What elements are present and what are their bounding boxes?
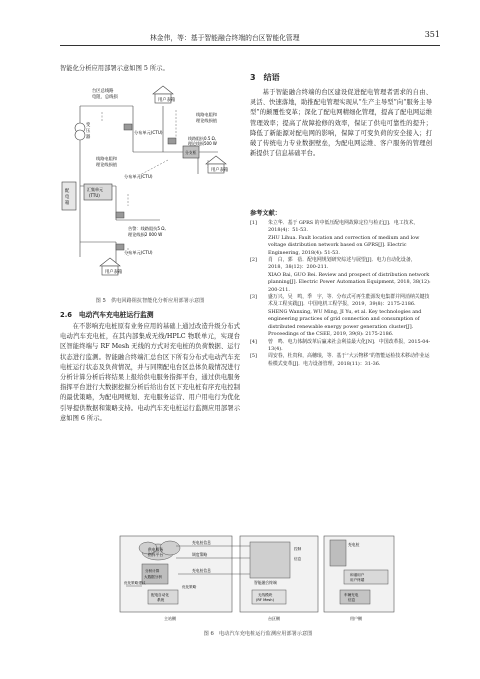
cabinet-label: 分支柜 xyxy=(185,150,197,155)
area-side-label: 台区侧 xyxy=(268,616,280,621)
alarm-note-2: 理论线损2 000 W xyxy=(128,232,163,237)
area-line-label-2: 电阻、总线损 xyxy=(92,95,118,100)
dispatch-strategy-label: 调度策略 xyxy=(192,552,208,557)
service-platform-2: 指挥平台 xyxy=(148,552,164,557)
reference-item: ZHU Lihua. Fault location and correction of medium and low voltage distribution network based on GPRS[J]. Electric Engineering, 2018(4): 51-53. xyxy=(268,234,420,256)
reference-list xyxy=(250,220,432,368)
figure-6-caption: 图 6 电动汽车充电桩运行监测应用部署示意图 xyxy=(203,631,313,637)
page-header xyxy=(60,26,440,46)
terminal-device xyxy=(250,542,290,578)
user-side-label: 用户侧 xyxy=(350,616,362,621)
control-label: 控制 xyxy=(294,547,302,551)
ctu-label-2: 分布单元(CTU) xyxy=(124,174,153,179)
transformer-char-1: 变 xyxy=(86,123,91,128)
dist-box-char-2: 电 xyxy=(65,195,70,200)
reference-item: [2] 肖 白，郭 蓓．配电网规划研究综述与展望[J]．电力自动化设备，2018，38(12)：200-211. xyxy=(250,257,416,271)
analysis-2: 大数据分析 xyxy=(144,575,162,579)
header-rule xyxy=(60,45,440,46)
terminal-label: 智能融合终端 xyxy=(254,580,277,585)
conclusion-paragraph: 基于智能融合终端的台区建设促进配电管理者需求的自由、灵活、快速落地，助推配电管理实现从“生产主导型”向“服务主导型”的颠覆性变革；深化了配电网精细化管理，提高了配电网运维管理效率；提高了故障抢修的效率，保证了供电可靠性的提升；降低了新能源对配电网的影响，保障了可变负荷的安全接入；打破了传统电力专业数据壁垒，为配电网运维、客户服务的管理创新提供了信息基础平台。 xyxy=(250,89,432,158)
area-line-label-1: 台区总线路 xyxy=(92,89,114,94)
intro-line: 智能化分析应用部署示意如图 5 所示。 xyxy=(60,65,169,72)
user-charge-1: 车辆充电 xyxy=(344,593,359,597)
branch-note-1: 线路阻抗0.5 Ω, xyxy=(188,136,216,141)
section-2-6-body xyxy=(60,322,240,424)
reference-item: XIAO Bai, GUO Bei. Review and prospect of distribution network planning[J]. Electric Power Automation Equipment, 2018, 38(12): 200-211. xyxy=(268,271,431,293)
transformer-char-3: 器 xyxy=(86,135,91,140)
figure-6-diagram xyxy=(118,530,398,624)
dist-box-char-3: 箱 xyxy=(65,201,70,206)
figure-5-caption: 图 5 供电回路阻抗智能化分析应用部署示意图 xyxy=(95,298,205,304)
charge-info-label: 充电桩信息 xyxy=(192,540,211,545)
ttu-label-1: 汇集单元 xyxy=(87,187,103,192)
charger-icon xyxy=(330,540,346,566)
conclusion-body xyxy=(250,88,432,159)
references-heading: 参考文献： xyxy=(250,210,281,217)
page-number: 351 xyxy=(424,30,440,39)
branch-note-2: 理论线损500 W xyxy=(188,141,217,146)
service-platform-1: 供电服务 xyxy=(148,547,164,552)
user-device-2: 用户终端 xyxy=(350,578,365,582)
section-3-heading: 3 结语 xyxy=(250,73,280,82)
section-2-6-paragraph: 在不影响充电桩原有业务应用的基础上通过改造升级分布式电动汽车充电桩，在其内部集成无线/HPLC 物联单元，实现台区智能终端与 RF Mesh 无线的方式对充电桩的负荷数据、运行状态进行监测。智能融合终端汇总台区下所有分布式电动汽车充电桩运行状态及负荷情况，并与同期配电台区总体负载情况进行分析计算分析后将结果上报给供电服务指挥平台，通过供电服务指挥平台进行大数据挖掘分析后给出台区下充电桩有序充电控制的最优策略，为配电网规划、充电服务运营、用户用电行为优化引导提供数据和策略支持。电动汽车充电桩运行监测应用部署示意如图 6 所示。 xyxy=(60,323,240,422)
ctu-label-3: 分布单元(CTU) xyxy=(124,250,153,255)
charge-info-label-2: 充电桩信息 xyxy=(192,568,211,573)
transformer-char-2: 压 xyxy=(86,129,91,134)
line-resist-2b: 理论线损值 xyxy=(96,162,117,167)
section-2-6-heading: 2.6 电动汽车充电桩运行监测 xyxy=(60,311,154,319)
wireless-1: 无线模块 xyxy=(258,593,273,597)
analysis-db xyxy=(142,564,168,584)
info-label: 信息 xyxy=(294,557,302,561)
alarm-note-1: 告警：线路阻抗5 Ω, xyxy=(128,226,166,231)
line-resist-1b: 理论线损值 xyxy=(196,118,217,123)
optimal-strategy-label: 优化策略 xyxy=(182,585,197,589)
reference-item: [4] 曾 鸣．电力体制改革后赢来社会利益最大化[N]．中国改革报，2015-04-13(4). xyxy=(250,338,431,352)
reference-item: SHENG Wanxing, WU Ming, JI Yu, et al. Key technologies and engineering practices of grid connection and consumption of distributed renewable energy power generation cluster[J]. Proceedings of the CSEE, 2019, 39(8): 2175-2186. xyxy=(268,308,422,338)
config-system-2: 系统 xyxy=(157,598,165,602)
reference-item: [5] 周安春，杜贵和，高穗琅，等．基于“大云物移”的智能运检技术移动作业运检模式变革[J]．电力设备管理，2018(11)：31-36. xyxy=(250,353,430,367)
ttu-label-2: (TTU) xyxy=(89,193,100,198)
user-device-1: 和谐用户 xyxy=(350,573,365,577)
user-meter-1-label: 用户表箱 xyxy=(158,98,176,103)
user-meter-3-label: 用户表箱 xyxy=(105,270,123,275)
ctu-label-1: 分布单元(CTU) xyxy=(134,130,163,135)
user-charge-2: 信息 xyxy=(348,598,356,602)
reference-item: [3] 盛万兴，吴 鸣，季 宇，等．分布式可再生能源发电集群并网消纳关键技术及工程实践[J]．中国电机工程学报，2019，39(8)：2175-2186. xyxy=(250,294,430,308)
charger-label: 充电桩 xyxy=(348,542,360,547)
config-system-1: 配电自动化 xyxy=(151,593,169,597)
user-meter-2-label: 用户表箱 xyxy=(211,168,229,173)
analysis-1: 分析计算 xyxy=(145,569,160,573)
left-intro xyxy=(60,64,240,74)
line-resist-2a: 线路电阻和 xyxy=(96,156,117,161)
wireless-2: (RF Mesh) xyxy=(256,598,274,602)
dist-box-char-1: 配 xyxy=(65,189,70,194)
reference-item: [1] 朱立华．基于 GPRS 的中低压配电网故障定位与检正[J]．电工技术，2018(4)：51-53. xyxy=(250,220,419,234)
line-resist-1a: 线路电阻和 xyxy=(196,112,217,117)
figure-5-diagram xyxy=(58,82,242,296)
strategy-report-label: 优化策略建议 xyxy=(124,581,146,585)
running-title: 林金伟，等：基于智能融合终端的台区智能化管理 xyxy=(150,34,300,42)
main-station-label: 主站侧 xyxy=(164,616,176,621)
